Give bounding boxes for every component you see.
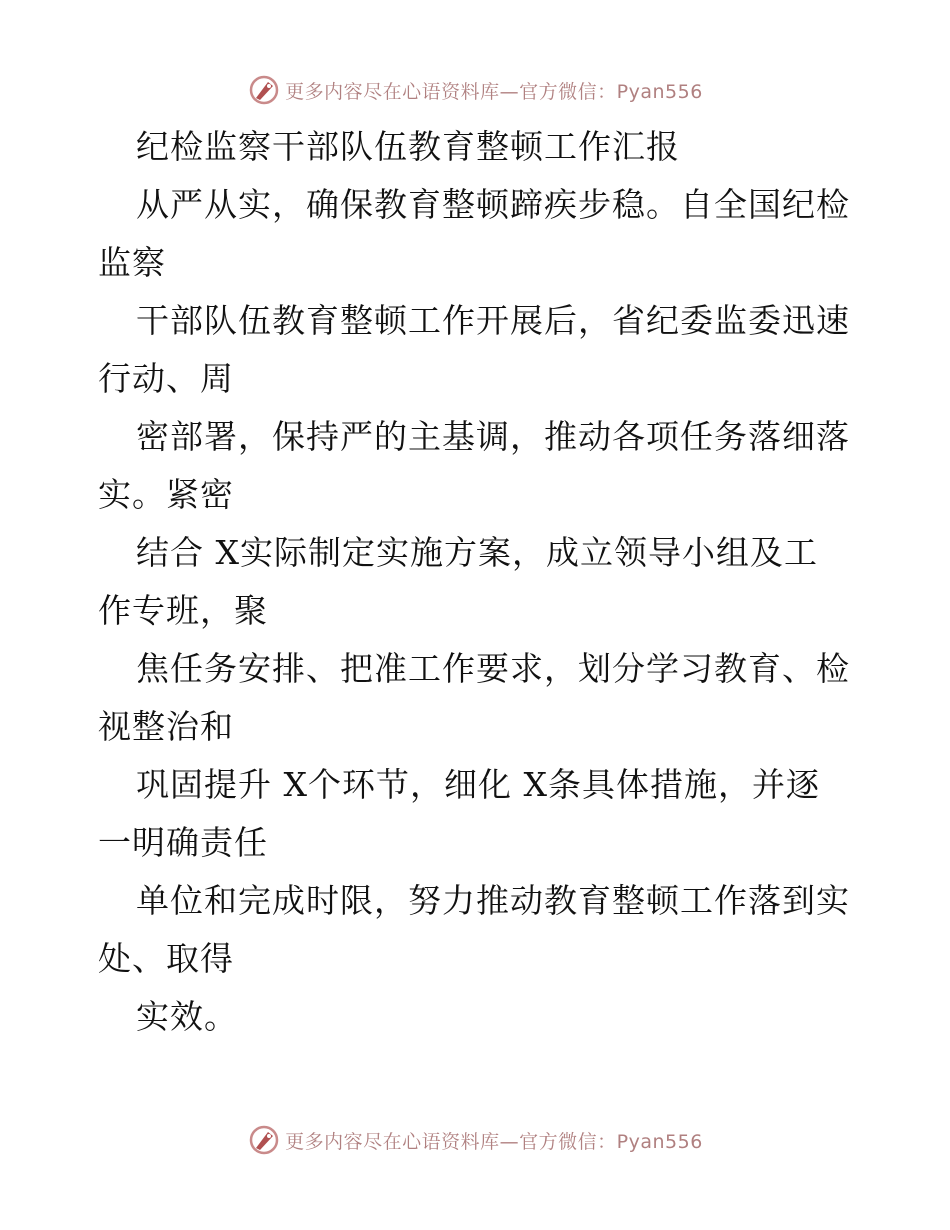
paragraph-line: 作专班，聚: [98, 591, 268, 630]
paragraph-line: 干部队伍教育整顿工作开展后，省纪委监委迅速: [136, 301, 850, 340]
paragraph-line: 密部署，保持严的主基调，推动各项任务落细落: [136, 417, 850, 456]
footer-banner: [0, 1120, 950, 1160]
paragraph-line: 从严从实，确保教育整顿蹄疾步稳。自全国纪检: [136, 185, 850, 224]
paragraph-line: 监察: [98, 243, 166, 282]
footer-banner-text: 更多内容尽在心语资料库—官方微信：Pyan556: [285, 1130, 703, 1153]
paragraph-line: 一明确责任: [98, 823, 268, 862]
paragraph-line: 实。紧密: [98, 475, 234, 514]
header-banner: [0, 70, 950, 110]
paragraph-line: 实效。: [136, 997, 238, 1036]
paragraph-line: 焦任务安排、把准工作要求，划分学习教育、检: [136, 649, 850, 688]
paragraph-line: 行动、周: [98, 359, 234, 398]
header-banner-text: 更多内容尽在心语资料库—官方微信：Pyan556: [285, 80, 703, 103]
paragraph-line: 结合 X实际制定实施方案，成立领导小组及工: [136, 533, 818, 572]
paragraph-line: 处、取得: [98, 939, 234, 978]
paragraph-line: 单位和完成时限，努力推动教育整顿工作落到实: [136, 881, 850, 920]
document-title: 纪检监察干部队伍教育整顿工作汇报: [136, 127, 680, 166]
pen-nib-icon: [247, 73, 281, 107]
paragraph-line: 巩固提升 X个环节，细化 X条具体措施，并逐: [136, 765, 820, 804]
pen-nib-icon: [247, 1123, 281, 1157]
paragraph-line: 视整治和: [98, 707, 234, 746]
document-body: [98, 118, 858, 1046]
